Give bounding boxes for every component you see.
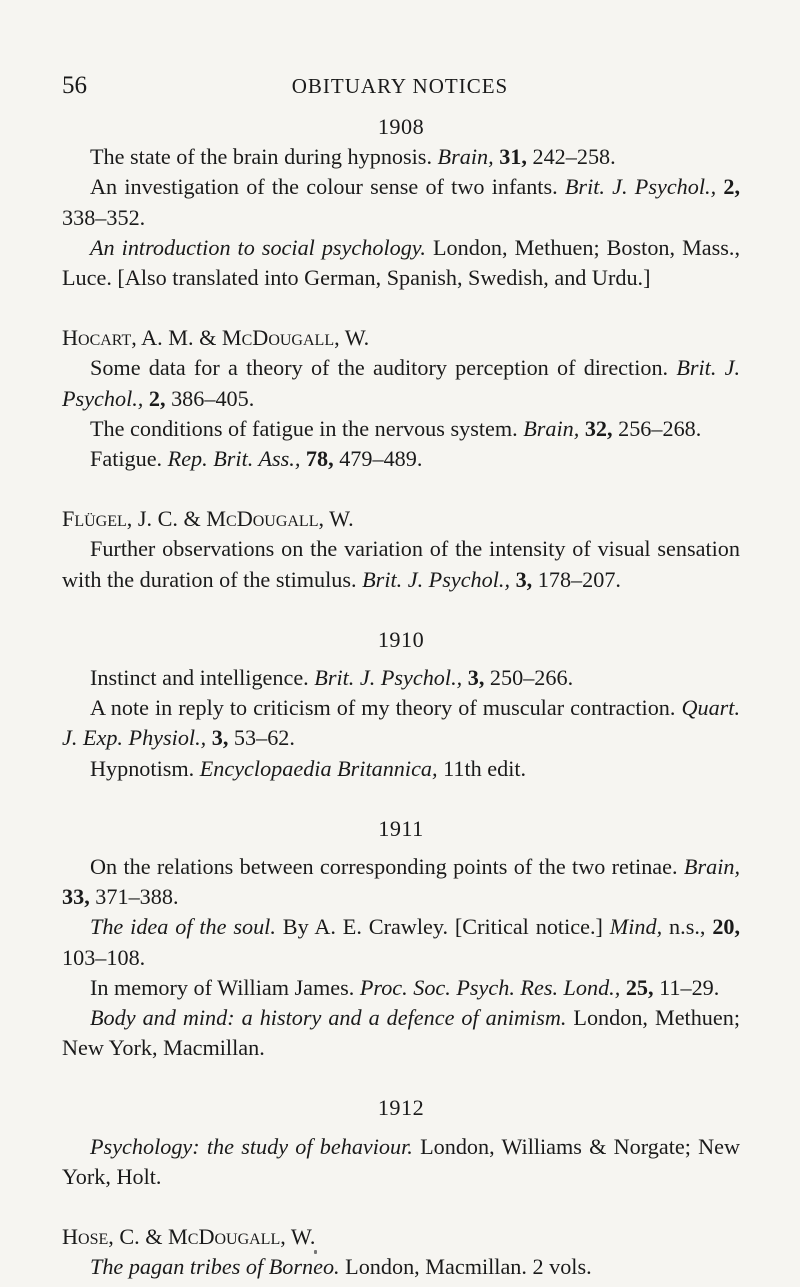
list-item: Instinct and intelligence. Brit. J. Psychol., 3, 250–266.: [90, 665, 574, 691]
bibliography: [62, 112, 740, 1283]
list-item: An investigation of the colour sense of two infants. Brit. J. Psychol., 2, 338–352.: [62, 174, 741, 230]
page-number: 56: [62, 72, 87, 99]
list-item: Some data for a theory of the auditory perception of direction. Brit. J. Psychol., 2, 386–405.: [62, 355, 741, 411]
list-item: Fatigue. Rep. Brit. Ass., 78, 479–489.: [90, 446, 423, 472]
list-item: On the relations between corresponding points of the two retinae. Brain, 33, 371–388.: [62, 854, 740, 910]
list-item: An introduction to social psychology. London, Methuen; Boston, Mass., Luce. [Also translated into German, Spanish, Swedish, and Urdu.]: [62, 234, 741, 291]
list-item: The conditions of fatigue in the nervous system. Brain, 32, 256–268.: [90, 415, 702, 441]
list-item: Psychology: the study of behaviour. London, Williams & Norgate; New York, Holt.: [62, 1133, 740, 1189]
author-heading: Hose, C. & McDougall, W.: [62, 1224, 316, 1250]
list-item: Further observations on the variation of the intensity of visual sensation with the duration of the stimulus. Brit. J. Psychol., 3, 178–207.: [62, 536, 740, 592]
running-header: [62, 72, 738, 102]
year-heading: 1908: [377, 114, 425, 139]
print-speck: [314, 1250, 317, 1254]
author-heading: Hocart, A. M. & McDougall, W.: [62, 325, 370, 351]
year-heading: 1911: [378, 815, 424, 841]
list-item: The state of the brain during hypnosis. Brain, 31, 242–258.: [90, 144, 616, 170]
author-heading: Flügel, J. C. & McDougall, W.: [62, 506, 354, 532]
list-item: In memory of William James. Proc. Soc. Psych. Res. Lond., 25, 11–29.: [90, 974, 720, 1000]
list-item: A note in reply to criticism of my theory of muscular contraction. Quart. J. Exp. Physiol., 3, 53–62.: [62, 695, 741, 751]
running-title: OBITUARY NOTICES: [291, 74, 509, 98]
year-heading: 1910: [377, 626, 425, 652]
list-item: Body and mind: a history and a defence of animism. London, Methuen; New York, Macmillan.: [62, 1005, 741, 1061]
list-item: The pagan tribes of Borneo. London, Macmillan. 2 vols.: [90, 1254, 592, 1280]
list-item: Hypnotism. Encyclopaedia Britannica, 11th edit.: [90, 755, 527, 781]
year-heading: 1912: [377, 1095, 425, 1121]
list-item: The idea of the soul. By A. E. Crawley. [Critical notice.] Mind, n.s., 20, 103–108.: [62, 914, 741, 970]
